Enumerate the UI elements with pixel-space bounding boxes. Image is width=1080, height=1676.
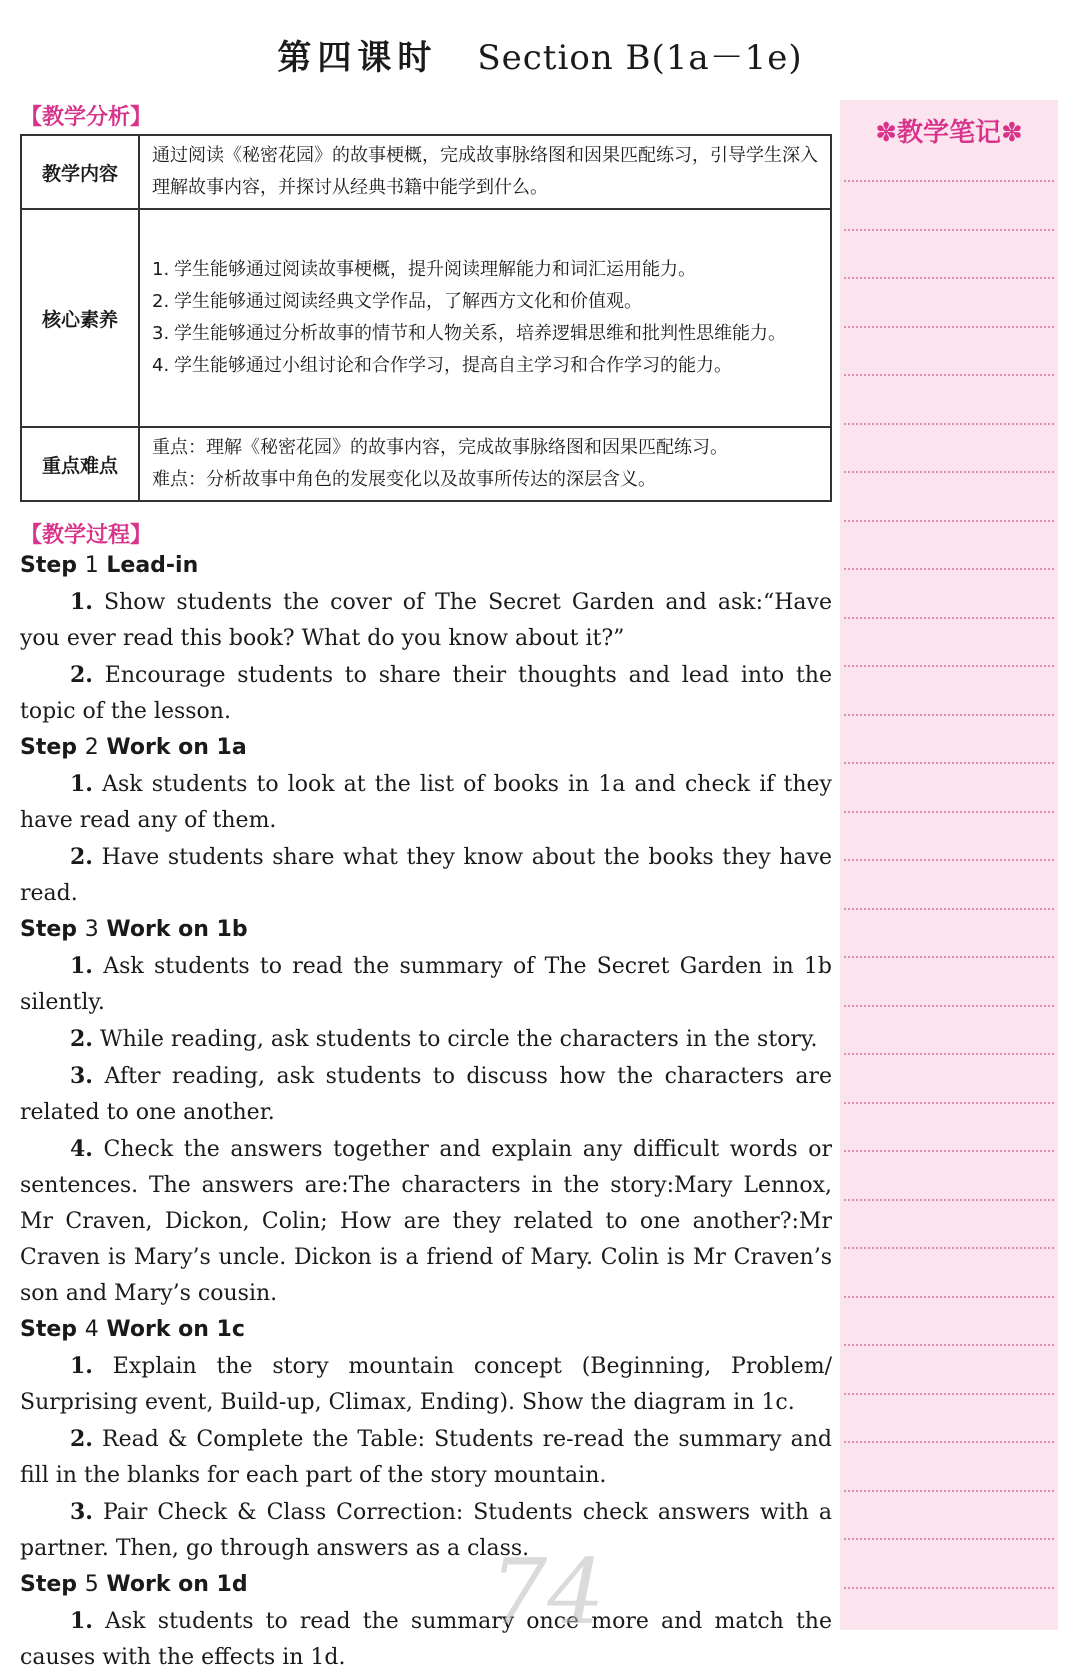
item-number: 1. [70,1608,93,1634]
step-heading [20,548,832,584]
step-item [20,948,832,1021]
step-label: Step [20,917,78,942]
step-item [20,657,832,730]
table-row [21,135,831,209]
note-line [844,1587,1054,1589]
note-line [844,1296,1054,1298]
item-number: 2. [70,1426,93,1452]
note-line [844,1102,1054,1104]
step-heading [20,730,832,766]
goal-item [152,350,820,382]
note-line [844,1490,1054,1492]
goal-number: 4. [152,355,170,376]
goal-number: 2. [152,291,170,312]
item-text: Show students the cover of The Secret Garden and ask:“Have you ever read this book? What do you know about it?” [20,590,832,651]
item-text: While reading, ask students to circle the characters in the story. [99,1027,818,1052]
step-label: Step [20,1317,78,1342]
item-number: 3. [70,1499,93,1525]
lesson-title: 第四课时 [277,38,438,78]
goal-number: 1. [152,259,170,280]
item-number: 2. [70,1026,93,1052]
step-label: Step [20,553,78,578]
note-line [844,859,1054,861]
note-line [844,714,1054,716]
item-text: Pair Check & Class Correction: Students check answers with a partner. Then, go through answers as a class. [20,1500,832,1561]
note-line [844,1053,1054,1055]
step-item [20,766,832,839]
goal-text: 学生能够通过阅读故事梗概，提升阅读理解能力和词汇运用能力。 [174,259,696,280]
step-item [20,1603,832,1676]
note-line [844,1441,1054,1443]
item-text: Check the answers together and explain any difficult words or sentences. The answers are:The characters in the story:Mary Lennox, Mr Craven, Dickon, Colin; How are they related to one another?:Mr Craven is Mary’s uncle. Dickon is a friend of Mary. Colin is Mr Craven’s son and Mary’s cousin. [20,1137,833,1306]
step-label: Step [20,1572,78,1597]
note-line [844,908,1054,910]
goal-item [152,318,820,350]
item-number: 3. [70,1063,93,1089]
item-text: Have students share what they know about the books they have read. [20,845,832,906]
step-item [20,1058,832,1131]
competency-list [139,209,831,427]
note-line [844,1150,1054,1152]
note-line [844,568,1054,570]
note-line [844,180,1054,182]
item-number: 1. [70,1353,93,1379]
item-number: 4. [70,1136,93,1162]
page-title [0,30,1080,79]
step-title: Work on 1c [106,1317,245,1342]
item-number: 1. [70,589,93,615]
step-number: 4 [84,1317,99,1342]
note-line [844,1538,1054,1540]
step-item [20,1021,832,1058]
note-line [844,277,1054,279]
step-label: Step [20,735,78,760]
step-item [20,1494,832,1567]
table-row [21,427,831,501]
step-title: Work on 1b [106,917,248,942]
step-heading [20,1312,832,1348]
note-line [844,1247,1054,1249]
note-line [844,326,1054,328]
section-title: Section B(1a－1e) [477,38,803,78]
content-text: 通过阅读《秘密花园》的故事梗概，完成故事脉络图和因果匹配练习，引导学生深入理解故事内容，并探讨从经典书籍中能学到什么。 [139,135,831,209]
step-item [20,1131,832,1312]
item-text: After reading, ask students to discuss how the characters are related to one another. [20,1064,832,1125]
competency-label: 核心素养 [21,209,139,427]
note-line [844,762,1054,764]
item-text: Encourage students to share their thoughts and lead into the topic of the lesson. [20,663,832,724]
item-text: Explain the story mountain concept (Beginning, Problem/ Surprising event, Build-up, Climax, Ending). Show the diagram in 1c. [20,1354,832,1415]
goal-text: 学生能够通过小组讨论和合作学习，提高自主学习和合作学习的能力。 [174,355,732,376]
step-number: 5 [84,1572,99,1597]
note-line [844,1344,1054,1346]
analysis-table [20,134,832,502]
note-line [844,1199,1054,1201]
note-line [844,617,1054,619]
note-line [844,423,1054,425]
step-item [20,839,832,912]
item-number: 2. [70,662,93,688]
key-points-label: 重点难点 [21,427,139,501]
goal-text: 学生能够通过阅读经典文学作品，了解西方文化和价值观。 [174,291,642,312]
note-line [844,665,1054,667]
teaching-process [20,548,832,1676]
step-title: Lead-in [106,553,199,578]
note-line [844,1393,1054,1395]
step-number: 3 [84,917,99,942]
goal-item [152,254,820,286]
analysis-heading: 【教学分析】 [20,105,153,130]
key-points-content [139,427,831,501]
step-title: Work on 1d [106,1572,248,1597]
step-item [20,1421,832,1494]
goal-item [152,286,820,318]
step-heading [20,1567,832,1603]
note-line [844,956,1054,958]
note-line [844,229,1054,231]
item-number: 2. [70,844,93,870]
step-title: Work on 1a [106,735,247,760]
item-number: 1. [70,771,93,797]
note-line [844,471,1054,473]
notes-title: ✽教学笔记✽ [875,118,1023,148]
step-heading [20,912,832,948]
content-label: 教学内容 [21,135,139,209]
note-line [844,520,1054,522]
step-number: 2 [84,735,99,760]
item-text: Read & Complete the Table: Students re-read the summary and fill in the blanks for each part of the story mountain. [20,1427,833,1488]
table-row [21,209,831,427]
step-number: 1 [84,553,99,578]
notes-panel [840,100,1058,1630]
goal-text: 学生能够通过分析故事的情节和人物关系，培养逻辑思维和批判性思维能力。 [174,323,786,344]
item-text: Ask students to read the summary of The Secret Garden in 1b silently. [20,954,832,1015]
step-item [20,1348,832,1421]
goal-number: 3. [152,323,170,344]
difficulty-text: 难点：分析故事中角色的发展变化以及故事所传达的深层含义。 [152,469,656,490]
step-item [20,584,832,657]
item-text: Ask students to read the summary once more and match the causes with the effects in 1d. [20,1609,832,1670]
note-line [844,1005,1054,1007]
note-line [844,374,1054,376]
item-number: 1. [70,953,93,979]
note-line [844,811,1054,813]
key-point-text: 重点：理解《秘密花园》的故事内容，完成故事脉络图和因果匹配练习。 [152,437,728,458]
page-number: 74 [490,1540,605,1645]
process-heading: 【教学过程】 [20,523,153,548]
item-text: Ask students to look at the list of books in 1a and check if they have read any of them. [20,772,832,833]
